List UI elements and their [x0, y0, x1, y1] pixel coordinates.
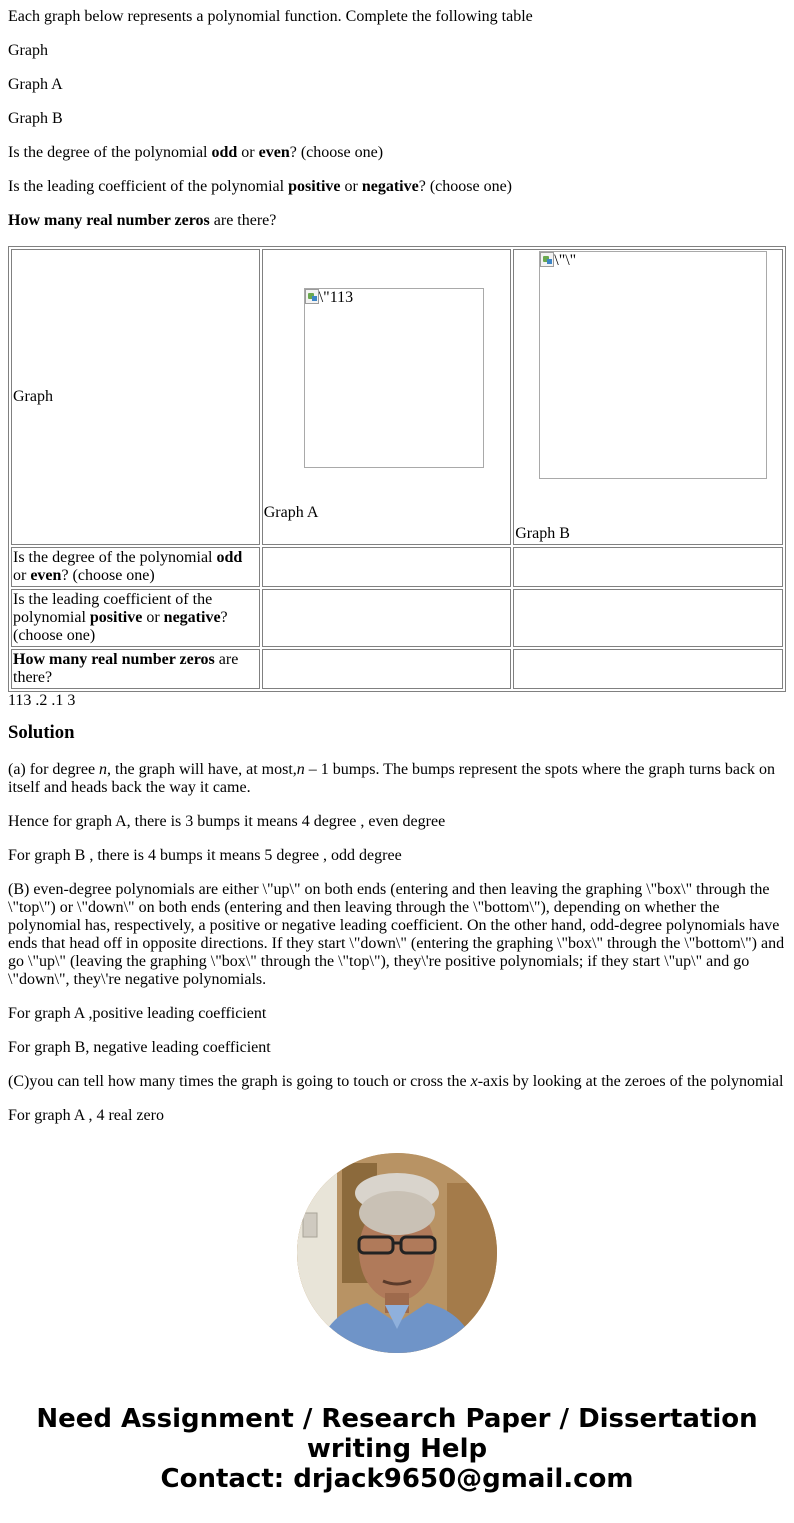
table-cell-leading-a[interactable] — [262, 589, 512, 647]
question-degree: Is the degree of the polynomial odd or even? (choose one) — [8, 144, 384, 161]
solution-part-c: (C)you can tell how many times the graph is going to touch or cross the x-axis by looking at the zeroes of the polynomial — [8, 1073, 784, 1090]
table-row-graphs — [11, 249, 783, 545]
table-cell-degree-a[interactable] — [262, 547, 512, 587]
graph-a-image: \"113 — [304, 288, 484, 468]
table-cell-zeros-a[interactable] — [262, 649, 512, 689]
table-row-zeros — [11, 649, 783, 689]
banner-line-1: Need Assignment / Research Paper / Dissertation — [36, 1404, 758, 1434]
table-row-leading — [11, 589, 783, 647]
solution-graph-a-zeros: For graph A , 4 real zero — [8, 1107, 164, 1124]
stray-numbers: 113 .2 .1 3 — [8, 692, 76, 709]
graph-b-caption: Graph B — [515, 525, 570, 542]
solution-part-b: (B) even-degree polynomials are either \"up\" on both ends (entering and then leaving the graphing \"box\" through the \"top\") or \"down\" on both ends (entering and then leaving through the \"bottom\"), depending on whether the polynomial has, respectively, a positive or negative leading coefficient. On the other hand, odd-degree polynomials have ends that head off in opposite directions. If they start \"down\" (entering the graphing \"box\" through the \"bottom\") and go \"up\" (leaving the graphing \"box\" through the \"top\"), they\'re positive polynomials; if they start \"up\" and go \"down\", they\'re negative polynomials. — [8, 881, 785, 988]
solution-part-a: (a) for degree n, the graph will have, at most,n – 1 bumps. The bumps represent the spots where the graph turns back on itself and heads back the way it came. — [8, 761, 776, 796]
table-cell-zeros-b[interactable] — [513, 649, 783, 689]
person-photo-icon — [297, 1153, 497, 1353]
table-cell-leading-b[interactable] — [513, 589, 783, 647]
table-cell-degree-question: Is the degree of the polynomial odd or even? (choose one) — [11, 547, 260, 587]
solution-graph-b-lead: For graph B, negative leading coefficient — [8, 1039, 271, 1056]
avatar — [297, 1153, 497, 1353]
table-cell-graph-b — [513, 249, 783, 545]
table-cell-graph-a — [262, 249, 512, 545]
table-cell-graph-label: Graph — [11, 249, 260, 545]
question-leading-coefficient: Is the leading coefficient of the polynomial positive or negative? (choose one) — [8, 178, 513, 195]
label-graph-b: Graph B — [8, 110, 63, 127]
solution-graph-a-lead: For graph A ,positive leading coefficient — [8, 1005, 267, 1022]
banner-line-3: Contact: drjack9650@gmail.com — [160, 1464, 634, 1494]
broken-image-icon — [540, 252, 554, 267]
table-cell-degree-b[interactable] — [513, 547, 783, 587]
graph-b-image: \"\" — [539, 251, 767, 479]
solution-graph-a-degree: Hence for graph A, there is 3 bumps it means 4 degree , even degree — [8, 813, 446, 830]
polynomial-table — [8, 246, 786, 692]
table-row-degree — [11, 547, 783, 587]
contact-banner — [0, 1404, 794, 1494]
table-cell-leading-question: Is the leading coefficient of the polynomial positive or negative? (choose one) — [11, 589, 260, 647]
solution-heading: Solution — [8, 722, 75, 743]
banner-line-2: writing Help — [306, 1434, 488, 1464]
instruction-text: Each graph below represents a polynomial function. Complete the following table — [8, 8, 533, 25]
broken-image-icon — [305, 289, 319, 304]
solution-graph-b-degree: For graph B , there is 4 bumps it means 5 degree , odd degree — [8, 847, 402, 864]
question-zeros: How many real number zeros are there? — [8, 212, 277, 229]
table-cell-zeros-question: How many real number zeros are there? — [11, 649, 260, 689]
label-graph: Graph — [8, 42, 48, 59]
label-graph-a: Graph A — [8, 76, 63, 93]
graph-a-caption: Graph A — [263, 504, 319, 521]
